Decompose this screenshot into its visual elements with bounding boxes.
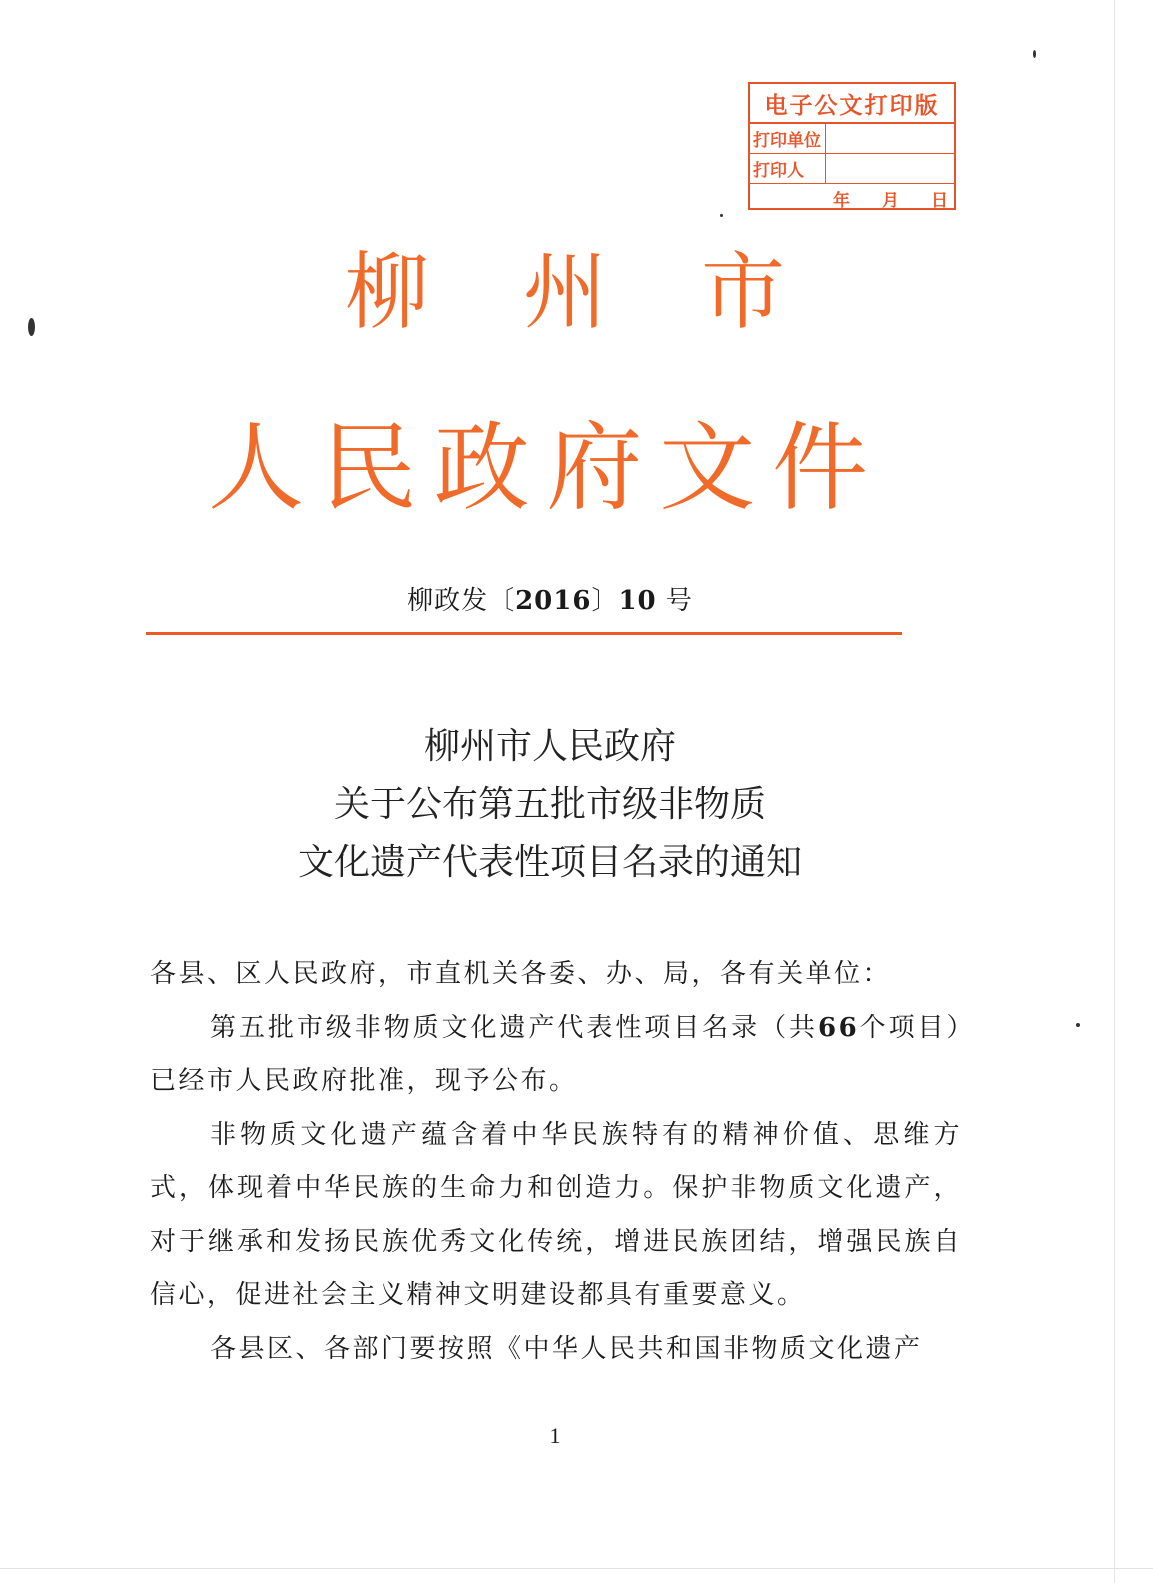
header-doc-char: 件 [771, 412, 868, 524]
stamp-date-year: 年 [833, 190, 850, 211]
header-city [345, 243, 785, 341]
stamp-date [750, 184, 954, 212]
header-doc-char: 人 [208, 412, 304, 524]
paragraph-text: 第五批市级非物质文化遗产代表性项目名录（共 [210, 1012, 818, 1043]
notice-body [150, 948, 962, 1376]
stamp-date-day: 日 [931, 190, 948, 211]
header-doc-char: 政 [433, 412, 530, 524]
notice-title-line: 文化遗产代表性项目名录的通知 [297, 842, 802, 883]
stamp-label-printer: 打印人 [750, 154, 826, 183]
header-city-char: 州 [522, 243, 607, 341]
body-paragraph [150, 1002, 962, 1109]
scan-edge-bottom [0, 1568, 1153, 1569]
doc-number-prefix: 柳政发〔 [407, 586, 516, 616]
body-paragraph: 各县区、各部门要按照《中华人民共和国非物质文化遗产 [210, 1333, 923, 1364]
header-city-char: 市 [700, 243, 785, 341]
header-doc-char: 民 [320, 412, 417, 524]
doc-number-suffix: 号 [656, 586, 693, 616]
notice-title [0, 718, 1100, 892]
print-stamp [748, 82, 956, 210]
header-doc-char: 府 [546, 412, 643, 524]
doc-number-year: 2016 [515, 586, 592, 616]
doc-number-seq: 10 [618, 586, 657, 616]
project-count: 66 [817, 1012, 860, 1043]
salutation: 各县、区人民政府，市直机关各委、办、局，各有关单位： [150, 959, 892, 989]
stamp-row-printer [750, 154, 954, 184]
doc-number-middle: 〕 [591, 586, 619, 616]
scan-speck [1033, 50, 1036, 58]
stamp-title: 电子公文打印版 [750, 84, 954, 124]
stamp-label-print-unit: 打印单位 [750, 124, 826, 153]
paragraph-text: 个项目）已经市人民政府批准，现予公布。 [150, 1012, 962, 1096]
page-number: 1 [549, 1423, 561, 1448]
header-doc-type [208, 412, 868, 524]
document-number [0, 580, 1100, 617]
header-doc-char: 文 [659, 412, 756, 524]
stamp-value-print-unit [826, 124, 954, 153]
stamp-row-print-unit [750, 124, 954, 154]
scan-speck [28, 318, 35, 336]
header-city-char: 柳 [345, 243, 430, 341]
stamp-date-month: 月 [882, 190, 899, 211]
header-divider-line [146, 632, 902, 635]
notice-title-line: 柳州市人民政府 [423, 726, 676, 767]
notice-title-line: 关于公布第五批市级非物质 [333, 784, 766, 825]
body-paragraph: 非物质文化遗产蕴含着中华民族特有的精神价值、思维方式，体现着中华民族的生命力和创造力。保护非物质文化遗产，对于继承和发扬民族优秀文化传统，增进民族团结，增强民族自信心，促进社会主义精神文明建设都具有重要意义。 [150, 1119, 962, 1310]
stamp-value-printer [826, 154, 954, 183]
scan-edge-right [1114, 0, 1115, 1583]
scan-speck [1076, 1023, 1080, 1027]
scan-speck [720, 214, 723, 217]
